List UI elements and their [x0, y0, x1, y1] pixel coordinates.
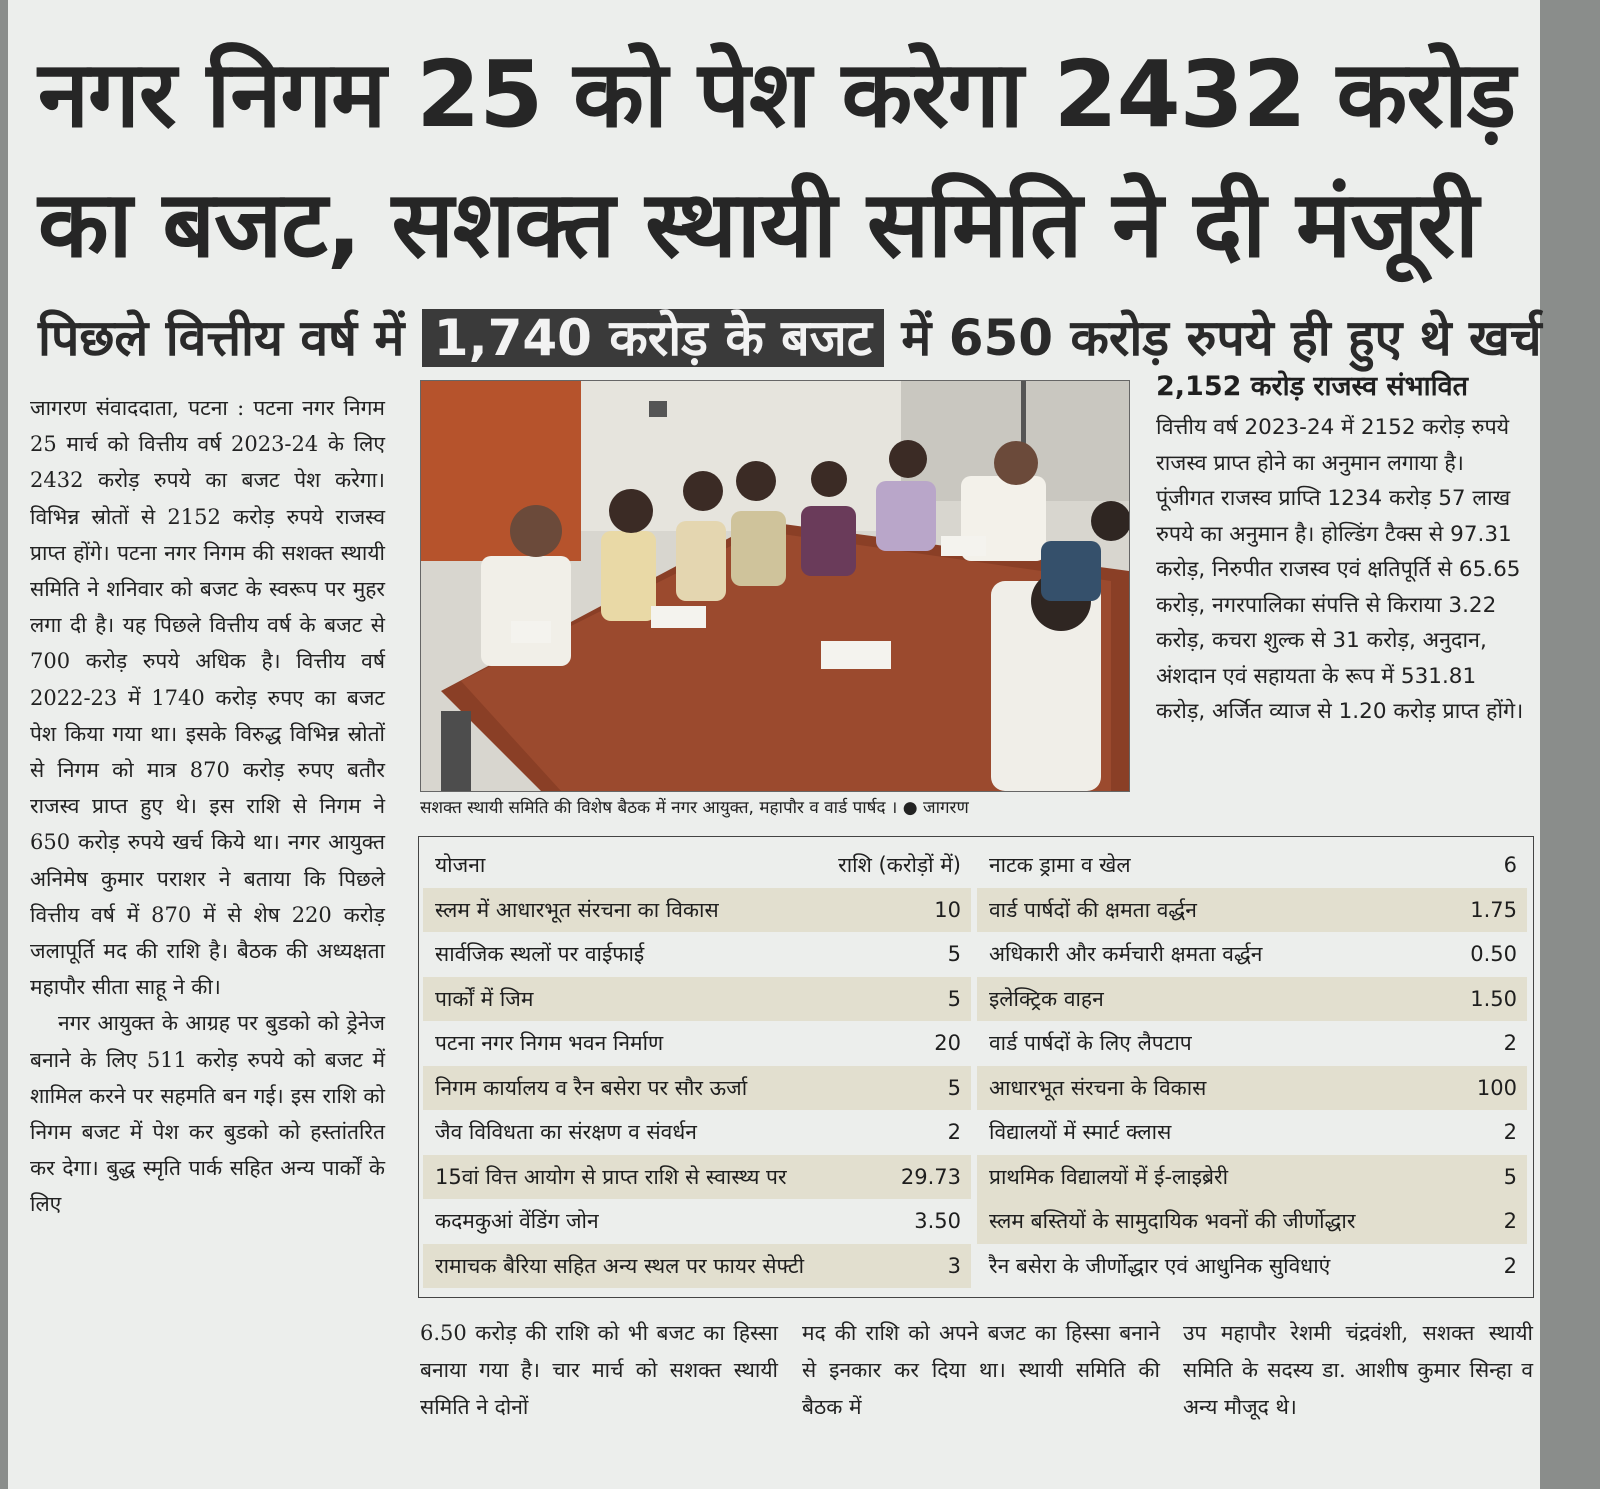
table-row [977, 843, 1527, 888]
budget-table-left-rows [423, 888, 971, 1289]
table-row [977, 1110, 1527, 1155]
table-cell-amount: 20 [934, 1031, 961, 1056]
bottom-column-3-text: उप महापौर रेशमी चंद्रवंशी, सशक्त स्थायी समिति के सदस्य डा. आशीष कुमार सिन्हा व अन्य मौजूद थे। [1183, 1321, 1533, 1419]
table-cell-amount: 5 [1503, 1164, 1517, 1189]
article-left-column [30, 390, 385, 1223]
table-cell-scheme: रैन बसेरा के जीर्णोद्धार एवं आधुनिक सुविधाएं [989, 1253, 1331, 1278]
table-cell-amount: 100 [1476, 1075, 1517, 1100]
bottom-column-3 [1183, 1315, 1533, 1426]
table-cell-scheme: स्लम में आधारभूत संरचना का विकास [435, 897, 719, 922]
article-paragraph-1: जागरण संवाददाता, पटना : पटना नगर निगम 25 मार्च को वित्तीय वर्ष 2023-24 के लिए 2432 करोड़ रुपये का बजट पेश करेगा। विभिन्न स्रोतों से 2152 करोड़ रुपये राजस्व प्राप्त होंगे। पटना नगर निगम की सशक्त स्थायी समिति ने शनिवार को बजट के स्वरूप पर मुहर लगा दी है। यह पिछले वित्तीय वर्ष के बजट से 700 करोड़ रुपये अधिक है। वित्तीय वर्ष 2022-23 में 1740 करोड़ रुपए का बजट पेश किया गया था। इसके विरुद्ध विभिन्न स्रोतों से निगम को मात्र 870 करोड़ रुपए बतौर राजस्व प्राप्त हुए थे। इस राशि से निगम ने 650 करोड़ रुपये खर्च किये था। नगर आयुक्त अनिमेष कुमार पराशर ने बताया कि पिछले वित्तीय वर्ष में 870 में से शेष 220 करोड़ जलापूर्ति मद की राशि है। बैठक की अध्यक्षता महापौर सीता साहू ने की। [30, 396, 385, 1000]
budget-table-right-rows [977, 843, 1527, 1288]
table-row [423, 1066, 971, 1111]
headline-line-1: नगर निगम 25 को पेश करेगा 2432 करोड़ [38, 41, 1516, 148]
table-row [423, 932, 971, 977]
table-cell-scheme: सार्वजिक स्थलों पर वाईफाई [435, 942, 645, 967]
bottom-column-1 [420, 1315, 778, 1426]
table-row [977, 888, 1527, 933]
bottom-column-2 [802, 1315, 1160, 1426]
budget-table [418, 836, 1534, 1298]
budget-table-left-column [423, 843, 971, 1288]
revenue-heading: 2,152 करोड़ राजस्व संभावित [1156, 371, 1469, 402]
table-row [977, 1199, 1527, 1244]
header-amount: राशि (करोड़ों में) [838, 853, 961, 878]
table-cell-amount: 5 [947, 942, 961, 967]
table-cell-scheme: पटना नगर निगम भवन निर्माण [435, 1031, 664, 1056]
table-cell-scheme: 15वां वित्त आयोग से प्राप्त राशि से स्वास्थ्य पर [435, 1164, 787, 1189]
header-scheme: योजना [435, 853, 486, 878]
table-cell-scheme: कदमकुआं वेंडिंग जोन [435, 1209, 599, 1234]
budget-table-right-column [977, 843, 1527, 1288]
table-cell-amount: 6 [1503, 853, 1517, 878]
bottom-column-1-text: 6.50 करोड़ की राशि को भी बजट का हिस्सा बनाया गया है। चार मार्च को सशक्त स्थायी समिति ने दोनों [420, 1321, 778, 1419]
article-paragraph-2: नगर आयुक्त के आग्रह पर बुडको को ड्रेनेज बनाने के लिए 511 करोड़ रुपये को बजट में शामिल करने पर सहमति बन गई। इस राशि को निगम बजट में पेश कर बुडको को हस्तांतरित कर देगा। बुद्ध स्मृति पार्क सहित अन्य पार्कों के लिए [30, 1011, 385, 1217]
table-cell-amount: 10 [934, 897, 961, 922]
meeting-photo-illustration [421, 381, 1129, 791]
subheadline-highlight: 1,740 करोड़ के बजट [422, 309, 884, 367]
table-cell-amount: 29.73 [900, 1164, 961, 1189]
table-cell-amount: 3.50 [914, 1209, 961, 1234]
table-cell-scheme: रामाचक बैरिया सहित अन्य स्थल पर फायर सेफ्टी [435, 1253, 805, 1278]
budget-table-header [423, 843, 971, 888]
table-cell-scheme: इलेक्ट्रिक वाहन [989, 986, 1104, 1011]
table-cell-amount: 2 [1503, 1253, 1517, 1278]
table-row [977, 1155, 1527, 1200]
table-cell-amount: 2 [1503, 1031, 1517, 1056]
table-row [423, 977, 971, 1022]
table-cell-scheme: प्राथमिक विद्यालयों में ई-लाइब्रेरी [989, 1164, 1229, 1189]
table-cell-scheme: अधिकारी और कर्मचारी क्षमता वर्द्धन [989, 942, 1263, 967]
subheadline-suffix: में 650 करोड़ रुपये ही हुए थे खर्च [901, 309, 1542, 367]
table-row [423, 1021, 971, 1066]
table-cell-scheme: पार्कों में जिम [435, 986, 534, 1011]
table-cell-scheme: जैव विविधता का संरक्षण व संवर्धन [435, 1120, 697, 1145]
meeting-photo [420, 380, 1130, 792]
photo-caption: सशक्त स्थायी समिति की विशेष बैठक में नगर आयुक्त, महापौर व वार्ड पार्षद । ● जागरण [420, 798, 969, 818]
table-row [977, 1021, 1527, 1066]
table-cell-scheme: वार्ड पार्षदों के लिए लैपटाप [989, 1031, 1192, 1056]
revenue-box [1156, 370, 1526, 730]
headline-line-2: का बजट, सशक्त स्थायी समिति ने दी मंजूरी [38, 171, 1478, 278]
table-row [423, 1244, 971, 1289]
revenue-text: वित्तीय वर्ष 2023-24 में 2152 करोड़ रुपये राजस्व प्राप्त होने का अनुमान लगाया है। पूंजीगत राजस्व प्राप्ति 1234 करोड़ 57 लाख रुपये का अनुमान है। होल्डिंग टैक्स से 97.31 करोड़, निरुपीत राजस्व एवं क्षतिपूर्ति से 65.65 करोड़, नगरपालिका संपत्ति से किराया 3.22 करोड़, कचरा शुल्क से 31 करोड़, अनुदान, अंशदान एवं सहायता के रूप में 531.81 करोड़, अर्जित व्याज से 1.20 करोड़ प्राप्त होंगे। [1156, 415, 1524, 724]
table-row [977, 1066, 1527, 1111]
table-row [977, 932, 1527, 977]
table-cell-amount: 2 [947, 1120, 961, 1145]
table-cell-amount: 1.75 [1470, 897, 1517, 922]
table-row [977, 977, 1527, 1022]
table-cell-scheme: नाटक ड्रामा व खेल [989, 853, 1131, 878]
table-cell-scheme: वार्ड पार्षदों की क्षमता वर्द्धन [989, 897, 1197, 922]
subheadline [38, 298, 1542, 378]
table-cell-amount: 5 [947, 1075, 961, 1100]
table-cell-amount: 1.50 [1470, 986, 1517, 1011]
table-cell-amount: 2 [1503, 1209, 1517, 1234]
table-row [977, 1244, 1527, 1289]
table-row [423, 888, 971, 933]
table-cell-amount: 5 [947, 986, 961, 1011]
table-row [423, 1155, 971, 1200]
bottom-column-2-text: मद की राशि को अपने बजट का हिस्सा बनाने से इनकार कर दिया था। स्थायी समिति की बैठक में [802, 1321, 1160, 1419]
table-cell-scheme: विद्यालयों में स्मार्ट क्लास [989, 1120, 1172, 1145]
table-cell-scheme: आधारभूत संरचना के विकास [989, 1075, 1207, 1100]
subheadline-prefix: पिछले वित्तीय वर्ष में [38, 309, 405, 367]
table-cell-scheme: निगम कार्यालय व रैन बसेरा पर सौर ऊर्जा [435, 1075, 748, 1100]
table-cell-scheme: स्लम बस्तियों के सामुदायिक भवनों की जीर्णोद्धार [989, 1209, 1356, 1234]
table-cell-amount: 3 [947, 1253, 961, 1278]
newspaper-page [8, 0, 1540, 1489]
table-cell-amount: 2 [1503, 1120, 1517, 1145]
table-cell-amount: 0.50 [1470, 942, 1517, 967]
table-row [423, 1199, 971, 1244]
table-row [423, 1110, 971, 1155]
